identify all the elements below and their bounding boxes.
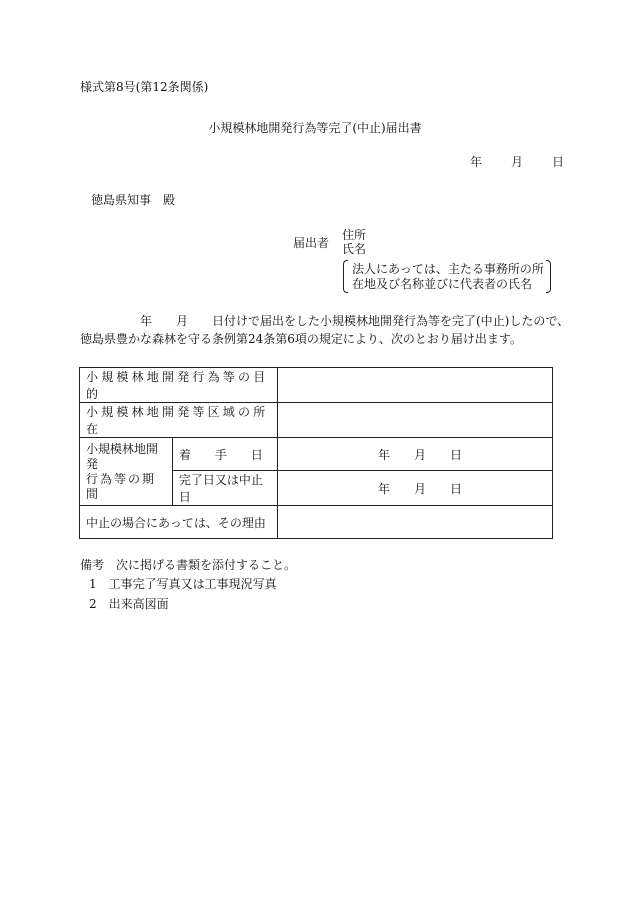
form-number: 様式第8号(第12条関係) <box>80 80 209 94</box>
left-bracket <box>343 260 348 293</box>
document-title: 小規模林地開発行為等完了(中止)届出書 <box>208 121 422 135</box>
note-item: 1 工事完了写真又は工事現況写真 <box>89 577 277 591</box>
period-label <box>80 438 173 506</box>
table-row <box>80 506 553 539</box>
submission-date <box>470 155 564 169</box>
date-year: 年 <box>470 155 483 169</box>
address-label: 住所 <box>342 228 367 242</box>
date-month: 月 <box>511 155 524 169</box>
table-row <box>80 403 553 438</box>
corporation-note-line1: 法人にあっては、主たる事務所の所 <box>352 262 544 276</box>
body-text-line2: 徳島県豊かな森林を守る条例第24条第6項の規定により、次のとおり届け出ます。 <box>80 332 522 346</box>
corporation-note-line2: 在地及び名称並びに代表者の氏名 <box>352 277 533 291</box>
notes-title: 備考 次に掲げる書類を添付すること。 <box>80 558 297 572</box>
period-label-line2: 行為等の期間 <box>86 471 157 501</box>
body-text-line1: 年 月 日付けで届出をした小規模林地開発行為等を完了(中止)したので、 <box>80 314 570 328</box>
start-date-label: 着 手 日 <box>172 438 277 471</box>
table-row <box>80 368 553 403</box>
purpose-label: 小規模林地開発行為等の目的 <box>80 368 278 403</box>
reason-value[interactable] <box>278 506 553 539</box>
location-value[interactable] <box>278 403 553 438</box>
end-date-value[interactable]: 年 月 日 <box>278 471 553 506</box>
reason-label: 中止の場合にあっては、その理由 <box>80 506 278 539</box>
note-item: 2 出来高図面 <box>89 597 169 611</box>
corporation-note <box>343 260 551 293</box>
applicant-label: 届出者 <box>293 236 330 250</box>
details-table <box>79 367 553 539</box>
purpose-value[interactable] <box>278 368 553 403</box>
location-label: 小規模林地開発等区域の所在 <box>80 403 278 438</box>
right-bracket <box>546 260 551 293</box>
addressee: 徳島県知事 殿 <box>91 193 176 207</box>
name-label: 氏名 <box>342 242 367 256</box>
start-date-value[interactable]: 年 月 日 <box>278 438 553 471</box>
table-row <box>80 438 553 471</box>
period-label-line1: 小規模林地開発 <box>86 441 159 471</box>
end-date-label: 完了日又は中止日 <box>172 471 277 506</box>
date-day: 日 <box>552 155 565 169</box>
